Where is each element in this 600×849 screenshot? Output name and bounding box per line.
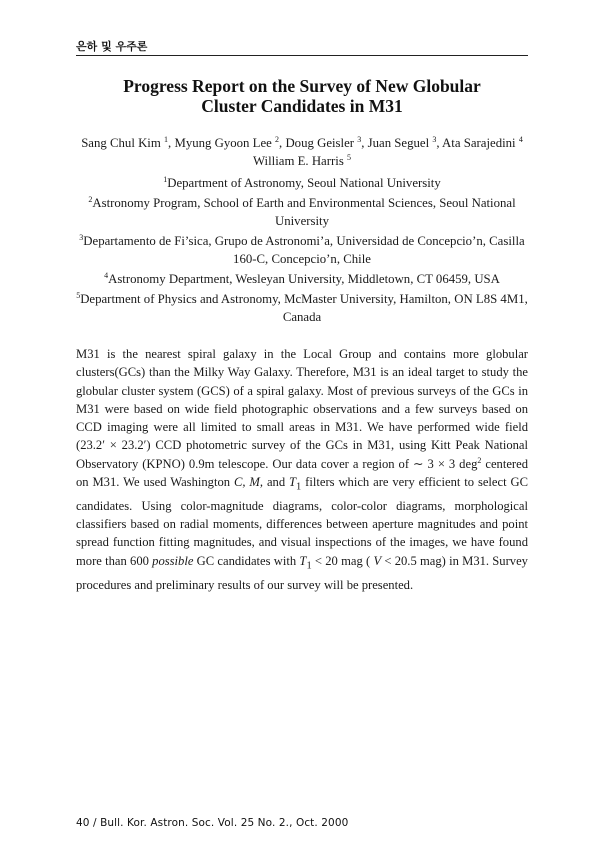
author-name: Ata Sarajedini: [442, 136, 516, 150]
t1-symbol: T: [289, 475, 297, 490]
affiliation: [76, 290, 528, 326]
affiliation-number: 4: [104, 271, 109, 280]
affiliation-number: 1: [163, 175, 168, 184]
author-affiliation-mark: 2: [275, 135, 280, 144]
abstract-text: filters which are very efficient to select GC candidates. Using color-magnitude diagrams, color-color diagrams, morphological classifiers based on radial moments, differences between aperture magnitudes and point spread function fitting magnitudes, and visual inspections of the images, we have found more than 600: [76, 475, 528, 568]
author-affiliation-mark: 1: [164, 135, 169, 144]
t1-symbol: T: [299, 553, 307, 568]
paper-title: [76, 76, 528, 116]
author-name: Doug Geisler: [285, 136, 355, 150]
author-line-2: [76, 152, 528, 170]
affiliation: [76, 232, 528, 268]
author-name: Sang Chul Kim: [81, 136, 161, 150]
author-name: Juan Seguel: [367, 136, 430, 150]
affiliation: [76, 194, 528, 230]
abstract: [76, 345, 528, 594]
superscript-2: 2: [477, 455, 482, 465]
v-symbol: V: [373, 553, 382, 568]
affiliation-number: 2: [88, 195, 93, 204]
affiliation-text: Astronomy Department, Wesleyan University, Middletown, CT 06459, USA: [108, 272, 500, 286]
affiliation-text: Astronomy Program, School of Earth and Environmental Sciences, Seoul National University: [92, 196, 516, 228]
author-name: Myung Gyoon Lee: [174, 136, 272, 150]
author-list: [76, 134, 528, 170]
author-affiliation-mark: 5: [347, 153, 352, 162]
author-line-1: Sang Chul Kim $^1$, Myung Gyoon Lee $^2$, Doug Geisler $^3$, Juan Seguel $^3$, Ata Sarajedini $^4$: [81, 135, 523, 150]
abstract-paragraph: [76, 345, 528, 594]
abstract-text: M31 is the nearest spiral galaxy in the Local Group and contains more globular clusters(GCs) than the Milky Way Galaxy. Therefore, M31 is an ideal target to study the globular cluster system (GCS) of a spiral galaxy. Most of previous surveys of the GCs in M31 were based on wide field photographic observations and a few surveys based on CCD imaging were all limited to small areas in M31. We have performed wide field (23.2′ × 23.2′) CCD photometric survey of the GCs in M31, using Kitt Peak National Observatory (KPNO) 0.9m telescope. Our data cover a region of ∼ 3 × 3 deg: [76, 347, 528, 471]
author-affiliation-mark: 3: [432, 135, 437, 144]
affiliation-text: Departamento de Fi’sica, Grupo de Astronomi’a, Universidad de Concepcio’n, Casilla 160-C, Concepcio’n, Chile: [83, 234, 525, 266]
t1-subscript: 1: [296, 481, 302, 493]
affiliation: [76, 270, 528, 288]
affiliation-number: 3: [79, 233, 84, 242]
affiliation-text: Department of Astronomy, Seoul National University: [167, 176, 441, 190]
abstract-text: < 20 mag (: [311, 553, 374, 568]
affiliation: [76, 174, 528, 192]
t1-subscript: 1: [306, 560, 312, 572]
author-name: William E. Harris: [252, 154, 344, 168]
affiliation-number: 5: [76, 291, 81, 300]
title-line-2: Cluster Candidates in M31: [201, 96, 403, 116]
abstract-text: < 20.5 mag) in M31. Survey procedures and preliminary results of our survey will be presented.: [76, 553, 528, 592]
title-line-1: Progress Report on the Survey of New Globular: [123, 76, 481, 96]
page-footer: 40 / Bull. Kor. Astron. Soc. Vol. 25 No. 2., Oct. 2000: [76, 817, 349, 829]
affiliation-text: Department of Physics and Astronomy, McMaster University, Hamilton, ON L8S 4M1, Canada: [80, 292, 528, 324]
abstract-text: and: [263, 475, 290, 490]
filter-names: C, M,: [233, 475, 264, 490]
author-affiliation-mark: 4: [518, 135, 523, 144]
author-affiliation-mark: 3: [357, 135, 362, 144]
abstract-text: centered on M31. We used Washington: [76, 456, 528, 490]
possible-emphasis: possible: [152, 553, 194, 568]
header-rule: [76, 55, 528, 56]
abstract-text: GC candidates with: [193, 553, 300, 568]
journal-section-label: 은하 및 우주론: [76, 40, 148, 53]
